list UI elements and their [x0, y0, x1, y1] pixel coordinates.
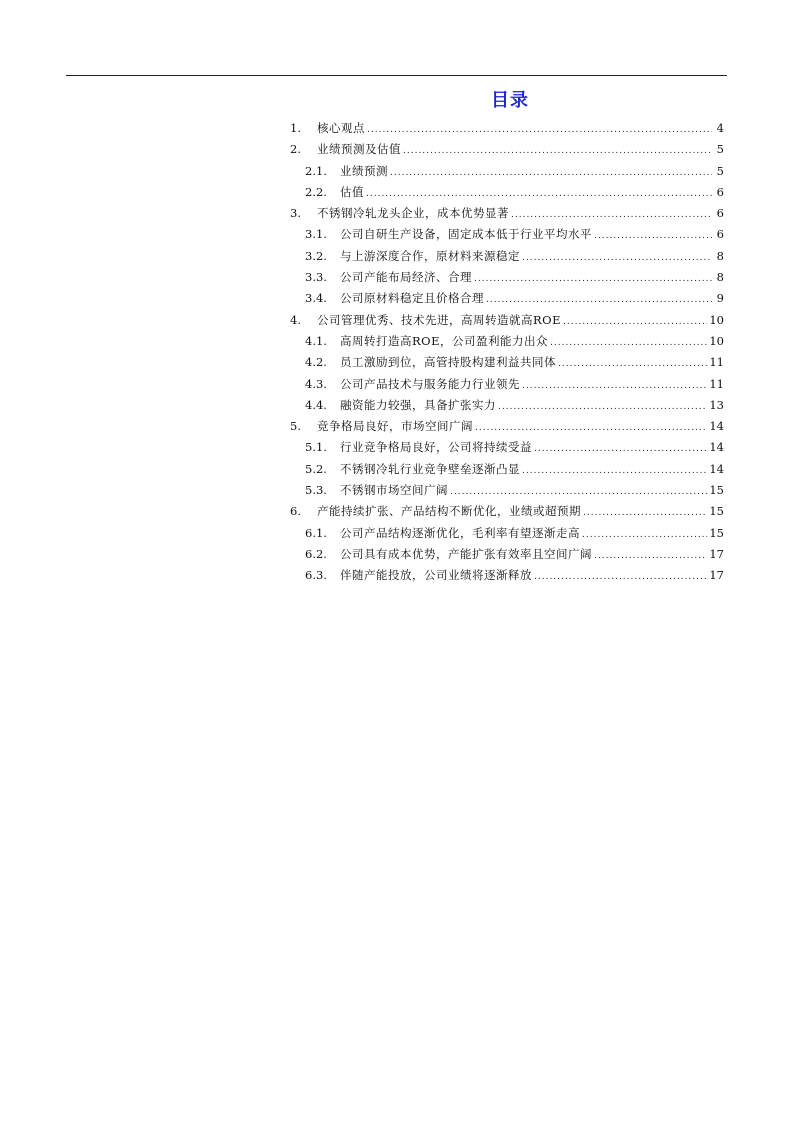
toc-entry-page: 17 [709, 568, 724, 583]
toc-entry-number: 6. [290, 504, 301, 519]
toc-entry-number: 4. [290, 312, 301, 327]
toc-leader-dots [550, 333, 707, 354]
toc-entry[interactable] [290, 523, 724, 544]
toc-entry-label[interactable]: 高周转打造高ROE，公司盈利能力出众 [340, 333, 548, 348]
toc-entry-number: 5.2. [305, 461, 327, 476]
toc-entry-page: 10 [709, 333, 724, 348]
toc-entry[interactable] [290, 480, 724, 501]
toc-entry[interactable] [290, 459, 724, 480]
toc-entry-number: 6.3. [305, 568, 327, 583]
toc-entry-number: 4.2. [305, 355, 327, 370]
toc-entry[interactable] [290, 246, 724, 267]
toc-entry[interactable] [290, 288, 724, 309]
toc-entry[interactable] [290, 118, 724, 139]
toc-entry-page: 5 [716, 163, 724, 178]
toc-entry-page: 5 [716, 142, 724, 157]
toc-leader-dots [583, 503, 707, 524]
toc-entry-page: 6 [716, 227, 724, 242]
toc-entry-label[interactable]: 员工激励到位，高管持股构建利益共同体 [340, 355, 556, 370]
toc-entry-label[interactable]: 产能持续扩张、产品结构不断优化，业绩或超预期 [317, 504, 581, 519]
toc-entry-number: 6.1. [305, 525, 327, 540]
toc-entry-label[interactable]: 竞争格局良好，市场空间广阔 [317, 419, 473, 434]
toc-entry-page: 14 [709, 440, 724, 455]
toc-entry[interactable] [290, 352, 724, 373]
toc-entry-page: 14 [709, 461, 724, 476]
toc-leader-dots [522, 248, 712, 269]
toc-entry-label[interactable]: 不锈钢冷轧行业竞争壁垒逐渐凸显 [340, 461, 520, 476]
toc-entry-label[interactable]: 公司自研生产设备，固定成本低于行业平均水平 [340, 227, 592, 242]
toc-entry[interactable] [290, 544, 724, 565]
toc-entry-label[interactable]: 业绩预测 [340, 163, 388, 178]
toc-leader-dots [450, 482, 707, 503]
toc-leader-dots [558, 354, 707, 375]
toc-entry-number: 4.1. [305, 333, 327, 348]
toc-leader-dots [534, 439, 707, 460]
toc-entry-page: 6 [716, 206, 724, 221]
toc-entry[interactable] [290, 224, 724, 245]
toc-entry-label[interactable]: 公司产品结构逐渐优化，毛利率有望逐渐走高 [340, 525, 580, 540]
toc-leader-dots [522, 376, 707, 397]
toc-entry[interactable] [290, 139, 724, 160]
toc-entry-page: 13 [709, 397, 724, 412]
toc-leader-dots [563, 312, 707, 333]
toc-entry[interactable] [290, 161, 724, 182]
toc-leader-dots [534, 567, 707, 588]
toc-entry-number: 2.1. [305, 163, 327, 178]
toc-leader-dots [390, 163, 712, 184]
toc-entry-label[interactable]: 公司产品技术与服务能力行业领先 [340, 376, 520, 391]
toc-entry-label[interactable]: 核心观点 [317, 121, 365, 135]
toc-leader-dots [522, 461, 707, 482]
toc-entry-label[interactable]: 不锈钢市场空间广阔 [340, 483, 448, 498]
toc-entry-page: 11 [709, 376, 724, 391]
toc-entry-label[interactable]: 公司产能布局经济、合理 [340, 270, 472, 285]
toc-entry-number: 1. [290, 121, 301, 135]
toc-entry-label[interactable]: 与上游深度合作，原材料来源稳定 [340, 248, 520, 263]
toc-leader-dots [486, 290, 712, 311]
toc-entry-page: 17 [709, 546, 724, 561]
toc-entry-number: 2. [290, 142, 301, 157]
toc-entry-label[interactable]: 估值 [340, 184, 364, 199]
toc-entry[interactable] [290, 182, 724, 203]
toc-entry[interactable] [290, 310, 724, 331]
toc-entry-page: 10 [709, 312, 724, 327]
toc-entry-number: 3.1. [305, 227, 327, 242]
toc-entry-page: 14 [709, 419, 724, 434]
toc-leader-dots [498, 397, 707, 418]
toc-entry-number: 3. [290, 206, 301, 221]
toc-entry-label[interactable]: 融资能力较强，具备扩张实力 [340, 397, 496, 412]
toc-entry-number: 4.3. [305, 376, 327, 391]
toc-entry-label[interactable]: 行业竞争格局良好，公司将持续受益 [340, 440, 532, 455]
toc-entry-number: 5.3. [305, 483, 327, 498]
toc-entry-page: 4 [716, 121, 724, 135]
toc-entry-number: 5.1. [305, 440, 327, 455]
toc-entry-page: 11 [709, 355, 724, 370]
toc-entry-page: 9 [716, 291, 724, 306]
toc-entry[interactable] [290, 501, 724, 522]
toc-entry[interactable] [290, 374, 724, 395]
toc-leader-dots [511, 205, 712, 226]
toc-entry[interactable] [290, 565, 724, 586]
toc-entry-label[interactable]: 公司具有成本优势，产能扩张有效率且空间广阔 [340, 546, 592, 561]
toc-leader-dots [367, 120, 712, 141]
toc-leader-dots [594, 546, 707, 567]
toc-entry[interactable] [290, 437, 724, 458]
toc-entry-label[interactable]: 伴随产能投放，公司业绩将逐渐释放 [340, 568, 532, 583]
toc-entry-label[interactable]: 公司管理优秀、技术先进，高周转造就高ROE [317, 312, 561, 327]
toc-entry[interactable] [290, 203, 724, 224]
toc-leader-dots [403, 141, 712, 162]
toc-entry-page: 6 [716, 184, 724, 199]
table-of-contents [290, 118, 724, 587]
toc-entry-page: 15 [709, 525, 724, 540]
toc-entry-label[interactable]: 业绩预测及估值 [317, 142, 401, 157]
toc-leader-dots [582, 525, 707, 546]
toc-entry-number: 6.2. [305, 546, 327, 561]
toc-entry-label[interactable]: 公司原材料稳定且价格合理 [340, 291, 484, 306]
toc-leader-dots [474, 269, 712, 290]
toc-entry-page: 15 [709, 483, 724, 498]
toc-entry[interactable] [290, 267, 724, 288]
toc-entry[interactable] [290, 395, 724, 416]
toc-entry-page: 8 [716, 270, 724, 285]
toc-entry[interactable] [290, 416, 724, 437]
toc-entry-number: 3.3. [305, 270, 327, 285]
toc-entry-number: 2.2. [305, 184, 327, 199]
toc-entry-number: 5. [290, 419, 301, 434]
toc-leader-dots [366, 184, 712, 205]
toc-entry-number: 3.4. [305, 291, 327, 306]
toc-leader-dots [475, 418, 707, 439]
toc-leader-dots [594, 226, 712, 247]
toc-entry-page: 15 [709, 504, 724, 519]
toc-title: 目录 [491, 90, 529, 111]
header-rule [66, 75, 727, 76]
toc-entry-number: 3.2. [305, 248, 327, 263]
toc-entry-label[interactable]: 不锈钢冷轧龙头企业，成本优势显著 [317, 206, 509, 221]
toc-entry[interactable] [290, 331, 724, 352]
toc-entry-number: 4.4. [305, 397, 327, 412]
toc-entry-page: 8 [716, 248, 724, 263]
